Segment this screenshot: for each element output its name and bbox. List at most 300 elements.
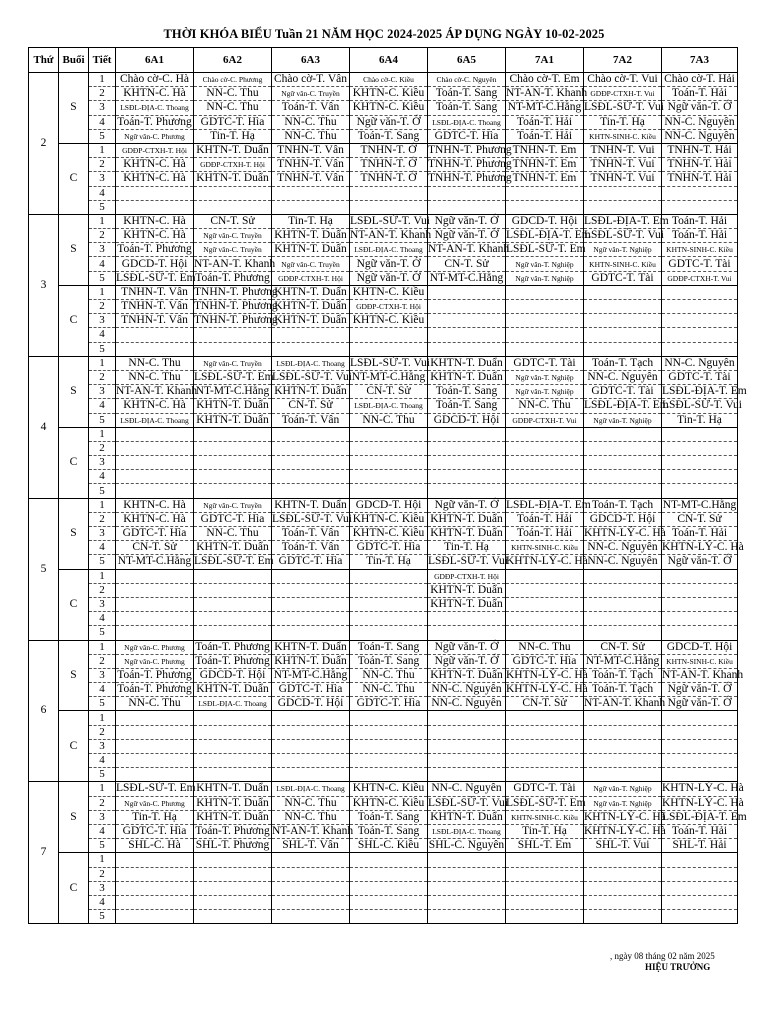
lesson-cell: KHTN-LÝ-C. Hà bbox=[662, 541, 744, 554]
lesson-cell bbox=[662, 427, 738, 441]
lesson-cell: GDCD-T. Hội bbox=[116, 257, 194, 271]
lesson-cell bbox=[662, 612, 738, 626]
lesson-cell bbox=[428, 300, 506, 314]
lesson-cell bbox=[584, 754, 662, 768]
lesson-cell bbox=[506, 597, 584, 611]
lesson-cell bbox=[194, 441, 272, 455]
lesson-cell bbox=[194, 739, 272, 753]
period-number: 3 bbox=[89, 172, 116, 186]
lesson-cell: Tin-T. Hạ bbox=[662, 413, 738, 427]
lesson-cell bbox=[428, 441, 506, 455]
lesson-cell bbox=[272, 186, 350, 200]
lesson-cell bbox=[662, 725, 738, 739]
lesson-cell: KHTN-T. Duẩn bbox=[272, 229, 350, 243]
period-number: 2 bbox=[89, 87, 116, 101]
lesson-cell: Toán-T. Phương bbox=[195, 640, 270, 653]
lesson-cell bbox=[194, 768, 272, 782]
lesson-cell: Ngữ văn-T. Ớ bbox=[428, 654, 506, 668]
lesson-cell bbox=[506, 314, 584, 328]
lesson-cell: Toán-T. Hải bbox=[662, 87, 738, 101]
lesson-cell: GDCD-T. Hội bbox=[428, 413, 506, 427]
lesson-cell: TNHN-T. Em bbox=[506, 143, 584, 157]
period-number: 5 bbox=[89, 910, 116, 924]
lesson-cell: Toán-T. Sang bbox=[350, 654, 428, 668]
lesson-cell: Tin-T. Hạ bbox=[116, 810, 194, 824]
lesson-cell: NN-C. Nguyên bbox=[662, 129, 738, 143]
period-number: 5 bbox=[89, 200, 116, 214]
lesson-cell bbox=[584, 881, 662, 895]
session-cell: S bbox=[59, 73, 89, 144]
lesson-cell bbox=[116, 597, 194, 611]
lesson-cell: KHTN-T. Duẩn bbox=[272, 285, 350, 299]
lesson-cell: GDCD-T. Hội bbox=[272, 697, 350, 711]
lesson-cell bbox=[350, 881, 428, 895]
lesson-cell: GDTC-T. Hìa bbox=[116, 824, 194, 838]
lesson-cell: GDTC-T. Tài bbox=[662, 370, 738, 384]
lesson-cell: NT-AN-T. Khanh bbox=[662, 668, 744, 681]
lesson-cell: NT-AN-T. Khanh bbox=[506, 87, 588, 100]
lesson-cell: Chào cờ-T. Vui bbox=[584, 73, 662, 87]
table-row bbox=[29, 527, 738, 541]
period-number: 1 bbox=[89, 569, 116, 583]
session-cell: C bbox=[59, 853, 89, 924]
lesson-cell bbox=[506, 456, 584, 470]
lesson-cell bbox=[350, 200, 428, 214]
lesson-cell: TNHN-T. Em bbox=[506, 158, 584, 172]
lesson-cell: KHTN-T. Duẩn bbox=[272, 314, 350, 328]
lesson-cell: NN-C. Thu bbox=[194, 527, 272, 541]
lesson-cell bbox=[428, 895, 506, 909]
lesson-cell: Ngữ văn-C. Phương bbox=[116, 640, 194, 654]
lesson-cell: KHTN-T. Duẩn bbox=[428, 810, 506, 824]
table-row bbox=[29, 328, 738, 342]
lesson-cell: GDCD-T. Hội bbox=[350, 498, 428, 512]
lesson-cell: LSĐL-ĐỊA-C. Thoang bbox=[272, 356, 350, 370]
lesson-cell: KHTN-T. Duẩn bbox=[272, 640, 350, 654]
lesson-cell: Toán-T. Sang bbox=[350, 810, 428, 824]
lesson-cell: TNHN-T. Vui bbox=[584, 158, 662, 172]
lesson-cell: NN-C. Nguyên bbox=[662, 115, 738, 129]
lesson-cell: GDTC-T. Tài bbox=[506, 356, 584, 370]
period-number: 5 bbox=[89, 484, 116, 498]
lesson-cell: KHTN-C. Kiều bbox=[350, 527, 428, 541]
period-number: 1 bbox=[89, 73, 116, 87]
period-number: 5 bbox=[89, 839, 116, 853]
lesson-cell bbox=[272, 725, 350, 739]
lesson-cell bbox=[428, 853, 506, 867]
lesson-cell: TNHN-T. Em bbox=[506, 172, 584, 186]
session-cell: S bbox=[59, 498, 89, 569]
lesson-cell: GDĐP-CTXH-T. Hội bbox=[116, 143, 194, 157]
lesson-cell: KHTN-C. Hà bbox=[116, 158, 194, 172]
lesson-cell bbox=[584, 470, 662, 484]
lesson-cell bbox=[428, 612, 506, 626]
lesson-cell bbox=[194, 427, 272, 441]
lesson-cell bbox=[662, 853, 738, 867]
lesson-cell: SHL-T. Vân bbox=[272, 839, 350, 853]
table-row bbox=[29, 314, 738, 328]
lesson-cell bbox=[350, 427, 428, 441]
table-row bbox=[29, 824, 738, 838]
period-number: 5 bbox=[89, 555, 116, 569]
period-number: 4 bbox=[89, 470, 116, 484]
table-row bbox=[29, 711, 738, 725]
lesson-cell bbox=[272, 456, 350, 470]
lesson-cell bbox=[506, 285, 584, 299]
lesson-cell bbox=[584, 314, 662, 328]
lesson-cell: GDTC-T. Tài bbox=[584, 385, 662, 399]
lesson-cell: Ngữ văn-C. Phương bbox=[116, 796, 194, 810]
lesson-cell bbox=[662, 456, 738, 470]
lesson-cell: KHTN-T. Duẩn bbox=[194, 399, 272, 413]
lesson-cell: TNHN-T. Vân bbox=[272, 143, 350, 157]
lesson-cell: KHTN-T. Duẩn bbox=[428, 583, 506, 597]
lesson-cell bbox=[116, 725, 194, 739]
footer-date: , ngày 08 tháng 02 năm 2025 bbox=[610, 951, 715, 961]
lesson-cell bbox=[584, 612, 662, 626]
lesson-cell bbox=[194, 725, 272, 739]
lesson-cell bbox=[428, 200, 506, 214]
lesson-cell: CN-T. Sử bbox=[116, 541, 194, 555]
lesson-cell bbox=[350, 583, 428, 597]
lesson-cell bbox=[428, 711, 506, 725]
lesson-cell bbox=[662, 626, 738, 640]
table-row bbox=[29, 498, 738, 512]
session-cell: S bbox=[59, 782, 89, 853]
lesson-cell: GDCD-T. Hội bbox=[662, 640, 738, 654]
period-number: 2 bbox=[89, 867, 116, 881]
lesson-cell bbox=[116, 342, 194, 356]
lesson-cell bbox=[350, 711, 428, 725]
lesson-cell bbox=[428, 484, 506, 498]
lesson-cell: TNHN-T. Vui bbox=[584, 143, 662, 157]
table-row bbox=[29, 683, 738, 697]
lesson-cell bbox=[350, 441, 428, 455]
lesson-cell: NT-MT-C.Hằng bbox=[350, 370, 428, 384]
period-number: 4 bbox=[89, 754, 116, 768]
lesson-cell bbox=[194, 881, 272, 895]
period-number: 3 bbox=[89, 597, 116, 611]
lesson-cell bbox=[272, 910, 350, 924]
lesson-cell bbox=[194, 853, 272, 867]
lesson-cell: SHL-T. Phương bbox=[194, 839, 272, 853]
lesson-cell: NT-AN-T. Khanh bbox=[272, 825, 354, 838]
period-number: 4 bbox=[89, 328, 116, 342]
table-row bbox=[29, 697, 738, 711]
table-row bbox=[29, 739, 738, 753]
period-number: 5 bbox=[89, 129, 116, 143]
lesson-cell: TNHN-T. Vân bbox=[272, 172, 350, 186]
lesson-cell: GDTC-T. Hìa bbox=[350, 697, 428, 711]
lesson-cell: GDTC-T. Hìa bbox=[194, 512, 272, 526]
lesson-cell bbox=[194, 867, 272, 881]
lesson-cell: TNHN-T. Phương bbox=[194, 300, 278, 313]
lesson-cell bbox=[194, 200, 272, 214]
lesson-cell: NN-C. Thu bbox=[194, 101, 272, 115]
period-number: 2 bbox=[89, 583, 116, 597]
lesson-cell: NT-MT-C.Hằng bbox=[584, 654, 662, 668]
lesson-cell: KHTN-T. Duẩn bbox=[194, 810, 272, 824]
lesson-cell bbox=[194, 895, 272, 909]
lesson-cell: LSĐL-SỬ-T. Em bbox=[506, 796, 586, 809]
table-row bbox=[29, 597, 738, 611]
lesson-cell: KHTN-LÝ-C. Hà bbox=[584, 825, 666, 838]
lesson-cell bbox=[194, 711, 272, 725]
lesson-cell: TNHN-T. Phương bbox=[194, 285, 278, 298]
lesson-cell bbox=[350, 342, 428, 356]
lesson-cell bbox=[584, 725, 662, 739]
lesson-cell bbox=[584, 328, 662, 342]
lesson-cell bbox=[506, 569, 584, 583]
period-number: 3 bbox=[89, 456, 116, 470]
session-cell: C bbox=[59, 143, 89, 214]
lesson-cell bbox=[116, 881, 194, 895]
lesson-cell bbox=[428, 342, 506, 356]
lesson-cell: KHTN-T. Duẩn bbox=[272, 385, 350, 399]
lesson-cell: Ngữ văn-T. Ớ bbox=[428, 640, 506, 654]
lesson-cell: KHTN-LÝ-C. Hà bbox=[584, 810, 666, 823]
lesson-cell: LSĐL-SỬ-T. Vui bbox=[584, 229, 665, 242]
lesson-cell: LSĐL-SỬ-T. Vui bbox=[350, 356, 431, 369]
lesson-cell bbox=[350, 910, 428, 924]
period-number: 5 bbox=[89, 413, 116, 427]
lesson-cell: Tin-T. Hạ bbox=[506, 824, 584, 838]
lesson-cell bbox=[506, 725, 584, 739]
lesson-cell: Ngữ văn-C. Phương bbox=[116, 129, 194, 143]
lesson-cell bbox=[662, 186, 738, 200]
table-row bbox=[29, 441, 738, 455]
lesson-cell: GDĐP-CTXH-T. Hội bbox=[428, 569, 506, 583]
day-cell: 7 bbox=[29, 782, 59, 924]
lesson-cell: Ngữ văn-T. Ớ bbox=[350, 257, 428, 271]
lesson-cell bbox=[662, 867, 738, 881]
lesson-cell bbox=[272, 768, 350, 782]
lesson-cell bbox=[272, 328, 350, 342]
period-number: 1 bbox=[89, 427, 116, 441]
table-row bbox=[29, 356, 738, 370]
lesson-cell bbox=[662, 569, 738, 583]
period-number: 2 bbox=[89, 725, 116, 739]
lesson-cell: LSĐL-ĐỊA-C. Thoang bbox=[194, 697, 272, 711]
table-row bbox=[29, 782, 738, 796]
lesson-cell bbox=[506, 186, 584, 200]
lesson-cell: KHTN-C. Kiều bbox=[350, 101, 428, 115]
lesson-cell bbox=[584, 853, 662, 867]
lesson-cell: Toán-T. Tạch bbox=[584, 356, 662, 370]
lesson-cell bbox=[506, 342, 584, 356]
lesson-cell: LSĐL-ĐỊA-C. Thoang bbox=[428, 115, 506, 129]
table-row bbox=[29, 456, 738, 470]
lesson-cell: Ngữ văn-C. Truyền bbox=[194, 243, 272, 257]
lesson-cell: Ngữ văn-T. Ớ bbox=[350, 271, 428, 285]
lesson-cell: Ngữ văn-C. Truyền bbox=[194, 356, 272, 370]
lesson-cell bbox=[116, 711, 194, 725]
period-number: 1 bbox=[89, 640, 116, 654]
table-row bbox=[29, 612, 738, 626]
lesson-cell bbox=[506, 867, 584, 881]
lesson-cell: Ngữ văn-C. Phương bbox=[116, 654, 194, 668]
lesson-cell: Toán-T. Hải bbox=[662, 214, 738, 228]
lesson-cell bbox=[584, 583, 662, 597]
header-buoi: Buổi bbox=[59, 48, 89, 73]
lesson-cell: NN-C. Thu bbox=[272, 115, 350, 129]
period-number: 3 bbox=[89, 243, 116, 257]
lesson-cell bbox=[272, 612, 350, 626]
lesson-cell bbox=[662, 328, 738, 342]
lesson-cell: NN-C. Nguyên bbox=[428, 782, 506, 796]
table-row bbox=[29, 370, 738, 384]
lesson-cell: KHTN-C. Kiều bbox=[350, 87, 428, 101]
period-number: 1 bbox=[89, 498, 116, 512]
lesson-cell: GDTC-T. Tài bbox=[662, 257, 738, 271]
table-row bbox=[29, 555, 738, 569]
lesson-cell bbox=[506, 328, 584, 342]
period-number: 4 bbox=[89, 683, 116, 697]
lesson-cell: KHTN-C. Hà bbox=[116, 512, 194, 526]
lesson-cell bbox=[194, 342, 272, 356]
lesson-cell bbox=[584, 484, 662, 498]
session-cell: S bbox=[59, 356, 89, 427]
lesson-cell: Ngữ văn-T. Ớ bbox=[662, 683, 738, 697]
lesson-cell: LSĐL-SỬ-T. Vui bbox=[584, 101, 665, 114]
lesson-cell: Ngữ văn-T. Nghiệp bbox=[506, 271, 584, 285]
lesson-cell: Chào cờ-T. Em bbox=[506, 73, 584, 87]
lesson-cell: LSĐL-SỬ-T. Vui bbox=[662, 399, 743, 412]
lesson-cell: KHTN-LÝ-C. Hà bbox=[584, 527, 666, 540]
table-row bbox=[29, 399, 738, 413]
session-cell: C bbox=[59, 427, 89, 498]
lesson-cell bbox=[350, 328, 428, 342]
lesson-cell: Toán-T. Vân bbox=[272, 101, 350, 115]
period-number: 2 bbox=[89, 512, 116, 526]
lesson-cell: TNHN-T. Hải bbox=[662, 143, 738, 157]
lesson-cell bbox=[116, 569, 194, 583]
table-row bbox=[29, 768, 738, 782]
lesson-cell bbox=[272, 626, 350, 640]
lesson-cell bbox=[584, 597, 662, 611]
period-number: 1 bbox=[89, 143, 116, 157]
lesson-cell: NT-AN-T. Khanh bbox=[584, 697, 666, 710]
lesson-cell: Toán-T. Sang bbox=[350, 640, 428, 654]
lesson-cell: Ngữ văn-T. Ớ bbox=[428, 229, 506, 243]
lesson-cell: TNHN-T. Phương bbox=[428, 172, 512, 185]
lesson-cell bbox=[584, 739, 662, 753]
lesson-cell bbox=[350, 597, 428, 611]
lesson-cell bbox=[662, 895, 738, 909]
lesson-cell: KHTN-SINH-C. Kiều bbox=[662, 243, 738, 257]
lesson-cell bbox=[584, 626, 662, 640]
lesson-cell: NN-C. Thu bbox=[272, 796, 350, 810]
lesson-cell bbox=[116, 186, 194, 200]
lesson-cell: KHTN-T. Duẩn bbox=[428, 527, 506, 541]
lesson-cell: NT-AN-T. Khanh bbox=[428, 243, 510, 256]
lesson-cell bbox=[662, 768, 738, 782]
lesson-cell: TNHN-T. Phương bbox=[194, 314, 278, 327]
period-number: 5 bbox=[89, 626, 116, 640]
lesson-cell: KHTN-T. Duẩn bbox=[428, 512, 506, 526]
lesson-cell: GDĐP-CTXH-T. Vui bbox=[584, 87, 662, 101]
lesson-cell: GDCD-T. Hội bbox=[194, 668, 272, 682]
lesson-cell: CN-T. Sử bbox=[662, 512, 738, 526]
lesson-cell bbox=[584, 285, 662, 299]
table-row bbox=[29, 427, 738, 441]
table-row bbox=[29, 300, 738, 314]
table-row bbox=[29, 214, 738, 228]
lesson-cell bbox=[272, 583, 350, 597]
lesson-cell: Toán-T. Sang bbox=[350, 824, 428, 838]
lesson-cell: Toán-T. Hải bbox=[662, 824, 738, 838]
lesson-cell bbox=[506, 853, 584, 867]
lesson-cell bbox=[506, 470, 584, 484]
lesson-cell bbox=[428, 285, 506, 299]
lesson-cell: GDĐP-CTXH-T. Vui bbox=[662, 271, 738, 285]
lesson-cell bbox=[194, 470, 272, 484]
lesson-cell bbox=[506, 910, 584, 924]
lesson-cell: KHTN-C. Hà bbox=[116, 229, 194, 243]
lesson-cell bbox=[662, 583, 738, 597]
lesson-cell: GDTC-T. Hìa bbox=[272, 683, 350, 697]
lesson-cell bbox=[506, 200, 584, 214]
lesson-cell: LSĐL-ĐỊA-T. Em bbox=[584, 399, 669, 412]
lesson-cell: KHTN-LÝ-C. Hà bbox=[662, 796, 744, 809]
lesson-cell: KHTN-SINH-C. Kiều bbox=[584, 129, 662, 143]
lesson-cell: KHTN-C. Kiều bbox=[350, 285, 428, 299]
lesson-cell: Ngữ văn-T. Ớ bbox=[662, 697, 738, 711]
lesson-cell bbox=[662, 739, 738, 753]
lesson-cell: KHTN-T. Duẩn bbox=[428, 668, 506, 682]
lesson-cell: GDĐP-CTXH-T. Vui bbox=[506, 413, 584, 427]
lesson-cell: TNHN-T. Ớ bbox=[350, 143, 428, 157]
lesson-cell: Ngữ văn-T. Ớ bbox=[428, 214, 506, 228]
lesson-cell: LSĐL-SỬ-T. Em bbox=[506, 243, 586, 256]
lesson-cell: CN-T. Sử bbox=[428, 257, 506, 271]
lesson-cell: LSĐL-SỬ-T. Vui bbox=[350, 214, 431, 227]
period-number: 2 bbox=[89, 796, 116, 810]
lesson-cell bbox=[662, 754, 738, 768]
period-number: 3 bbox=[89, 739, 116, 753]
period-number: 4 bbox=[89, 399, 116, 413]
lesson-cell: KHTN-C. Kiều bbox=[350, 796, 428, 810]
lesson-cell: LSĐL-SỬ-T. Em bbox=[194, 371, 274, 384]
lesson-cell: Ngữ văn-C. Truyền bbox=[272, 257, 350, 271]
header-row bbox=[29, 48, 738, 73]
lesson-cell: KHTN-LÝ-C. Hà bbox=[506, 683, 588, 696]
lesson-cell bbox=[428, 867, 506, 881]
lesson-cell: KHTN-SINH-C. Kiều bbox=[506, 810, 584, 824]
lesson-cell: TNHN-T. Vui bbox=[584, 172, 662, 186]
lesson-cell: NN-C. Thu bbox=[350, 413, 428, 427]
lesson-cell bbox=[584, 200, 662, 214]
lesson-cell bbox=[194, 910, 272, 924]
lesson-cell: GDCD-T. Hội bbox=[584, 512, 662, 526]
lesson-cell: LSĐL-ĐỊA-C. Thoang bbox=[350, 243, 428, 257]
lesson-cell bbox=[350, 725, 428, 739]
lesson-cell bbox=[350, 569, 428, 583]
lesson-cell: LSĐL-SỬ-T. Vui bbox=[272, 371, 353, 384]
period-number: 1 bbox=[89, 853, 116, 867]
lesson-cell: KHTN-T. Duẩn bbox=[428, 370, 506, 384]
period-number: 4 bbox=[89, 186, 116, 200]
lesson-cell bbox=[428, 328, 506, 342]
table-row bbox=[29, 200, 738, 214]
lesson-cell: NT-AN-T. Khanh bbox=[194, 257, 276, 270]
lesson-cell: TNHN-T. Ớ bbox=[350, 172, 428, 186]
table-row bbox=[29, 512, 738, 526]
lesson-cell: CN-T. Sử bbox=[584, 640, 662, 654]
footer-signer: HIỆU TRƯỞNG bbox=[645, 962, 711, 972]
lesson-cell: LSĐL-ĐỊA-T. Em bbox=[662, 385, 747, 398]
lesson-cell bbox=[662, 484, 738, 498]
